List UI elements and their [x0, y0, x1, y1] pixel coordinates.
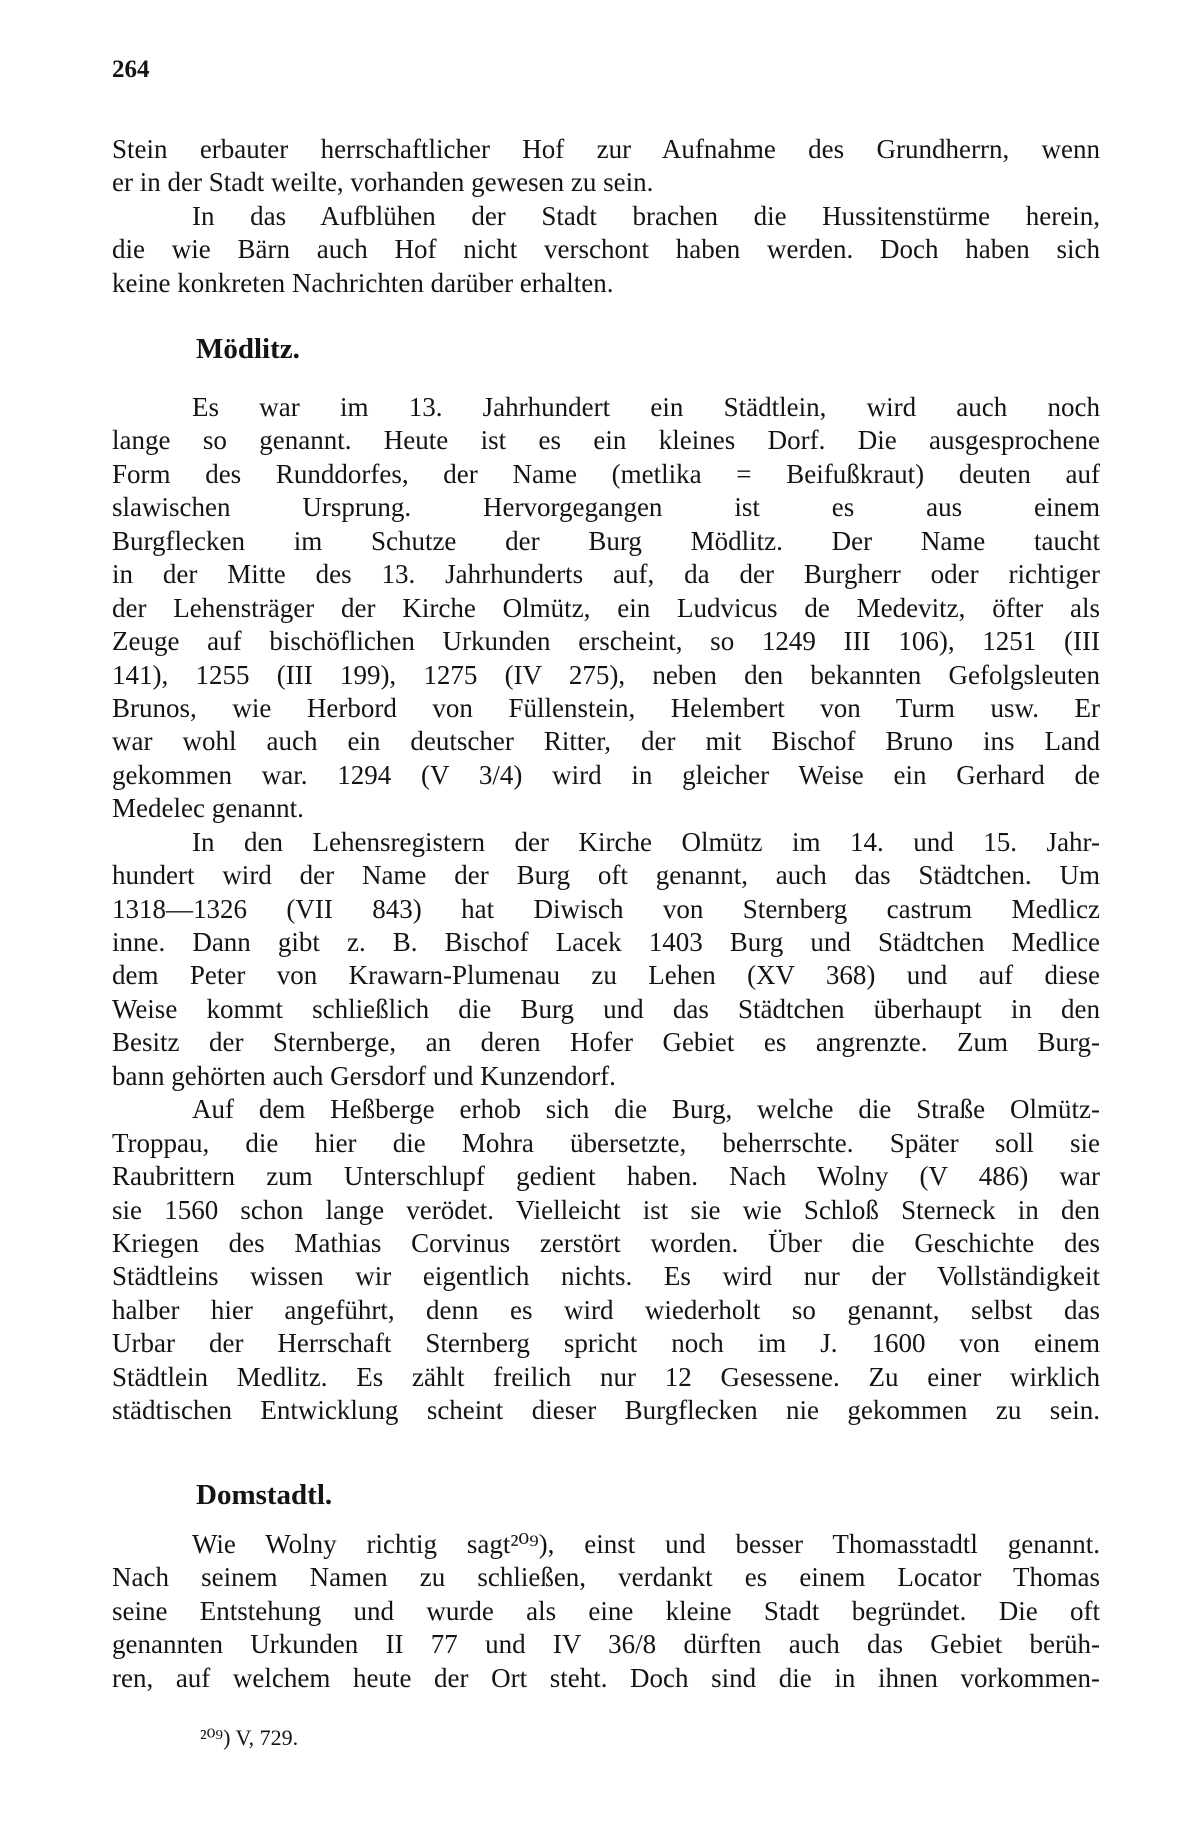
paragraph [112, 1093, 1100, 1427]
text-line: keine konkreten Nachrichten darüber erhalten. [112, 267, 614, 298]
section-heading-moedlitz: Mödlitz. [196, 333, 300, 365]
text-line: Zeuge auf bischöflichen Urkunden erscheint, so 1249 III 106), 1251 (III [112, 626, 1100, 657]
text-line: seine Entstehung und wurde als eine kleine Stadt begründet. Die oft [112, 1595, 1100, 1626]
text-line: bann gehörten auch Gersdorf und Kunzendorf. [112, 1060, 616, 1091]
text-line: Nach seinem Namen zu schließen, verdankt es einem Locator Thomas [112, 1562, 1100, 1593]
section-intro-text [112, 133, 1100, 300]
text-line: In den Lehensregistern der Kirche Olmütz im 14. und 15. Jahr- [192, 826, 1100, 857]
text-line: Form des Runddorfes, der Name (metlika = Beifußkraut) deuten auf [112, 458, 1100, 489]
text-line: Raubrittern zum Unterschlupf gedient haben. Nach Wolny (V 486) war [112, 1161, 1100, 1192]
page-number: 264 [112, 56, 150, 83]
paragraph [112, 1528, 1100, 1695]
text-line: Städtleins wissen wir eigentlich nichts. Es wird nur der Vollständigkeit [112, 1261, 1100, 1292]
text-line: städtischen Entwicklung scheint dieser Burgflecken nie gekommen zu sein. [112, 1395, 1100, 1426]
text-line: slawischen Ursprung. Hervorgegangen ist es aus einem [112, 492, 1100, 523]
section-moedlitz-text [112, 391, 1100, 1428]
text-line: 141), 1255 (III 199), 1275 (IV 275), neben den bekannten Gefolgsleuten [112, 659, 1100, 690]
text-line: Medelec genannt. [112, 793, 304, 824]
footnote: ²⁰⁹) V, 729. [200, 1725, 299, 1750]
section-domstadtl-text [112, 1528, 1100, 1695]
text-line: in der Mitte des 13. Jahrhunderts auf, da der Burgherr oder richtiger [112, 559, 1100, 590]
text-line: Wie Wolny richtig sagt²⁰⁹), einst und besser Thomasstadtl genannt. [192, 1529, 1100, 1559]
text-line: dem Peter von Krawarn-Plumenau zu Lehen (XV 368) und auf diese [112, 960, 1100, 991]
paragraph [112, 133, 1100, 200]
text-line: halber hier angeführt, denn es wird wiederholt so genannt, selbst das [112, 1294, 1100, 1325]
text-line: Es war im 13. Jahrhundert ein Städtlein, wird auch noch [192, 392, 1100, 422]
text-line: Besitz der Sternberge, an deren Hofer Gebiet es angrenzte. Zum Burg- [112, 1027, 1100, 1058]
text-line: war wohl auch ein deutscher Ritter, der mit Bischof Bruno ins Land [112, 726, 1100, 757]
text-line: Troppau, die hier die Mohra übersetzte, beherrschte. Später soll sie [112, 1127, 1100, 1158]
text-line: Brunos, wie Herbord von Füllenstein, Helembert von Turm usw. Er [112, 692, 1100, 723]
text-line: 1318—1326 (VII 843) hat Diwisch von Sternberg castrum Medlicz [112, 893, 1100, 924]
text-line: ren, auf welchem heute der Ort steht. Doch sind die in ihnen vorkommen- [112, 1662, 1100, 1693]
text-line: Stein erbauter herrschaftlicher Hof zur Aufnahme des Grundherrn, wenn [112, 134, 1100, 164]
text-line: Kriegen des Mathias Corvinus zerstört worden. Über die Geschichte des [112, 1227, 1100, 1258]
paragraph [112, 826, 1100, 1094]
text-line: hundert wird der Name der Burg oft genannt, auch das Städtchen. Um [112, 860, 1100, 891]
text-line: Auf dem Heßberge erhob sich die Burg, welche die Straße Olmütz- [192, 1094, 1100, 1125]
text-line: genannten Urkunden II 77 und IV 36/8 dürften auch das Gebiet berüh- [112, 1629, 1100, 1660]
text-line: sie 1560 schon lange verödet. Vielleicht ist sie wie Schloß Sterneck in den [112, 1194, 1100, 1225]
text-line: Urbar der Herrschaft Sternberg spricht noch im J. 1600 von einem [112, 1328, 1100, 1359]
text-line: der Lehensträger der Kirche Olmütz, ein Ludvicus de Medevitz, öfter als [112, 592, 1100, 623]
paragraph [112, 200, 1100, 300]
text-line: In das Aufblühen der Stadt brachen die Hussitenstürme herein, [192, 200, 1100, 231]
text-line: die wie Bärn auch Hof nicht verschont haben werden. Doch haben sich [112, 234, 1100, 265]
paragraph [112, 391, 1100, 826]
text-line: Burgflecken im Schutze der Burg Mödlitz. Der Name taucht [112, 525, 1100, 556]
text-line: gekommen war. 1294 (V 3/4) wird in gleicher Weise ein Gerhard de [112, 759, 1100, 790]
text-line: er in der Stadt weilte, vorhanden gewesen zu sein. [112, 167, 654, 198]
text-line: inne. Dann gibt z. B. Bischof Lacek 1403 Burg und Städtchen Medlice [112, 927, 1100, 957]
section-heading-domstadtl: Domstadtl. [196, 1479, 333, 1511]
text-line: lange so genannt. Heute ist es ein kleines Dorf. Die ausgesprochene [112, 425, 1100, 456]
text-line: Städtlein Medlitz. Es zählt freilich nur 12 Gesessene. Zu einer wirklich [112, 1361, 1100, 1392]
text-line: Weise kommt schließlich die Burg und das Städtchen überhaupt in den [112, 993, 1100, 1024]
